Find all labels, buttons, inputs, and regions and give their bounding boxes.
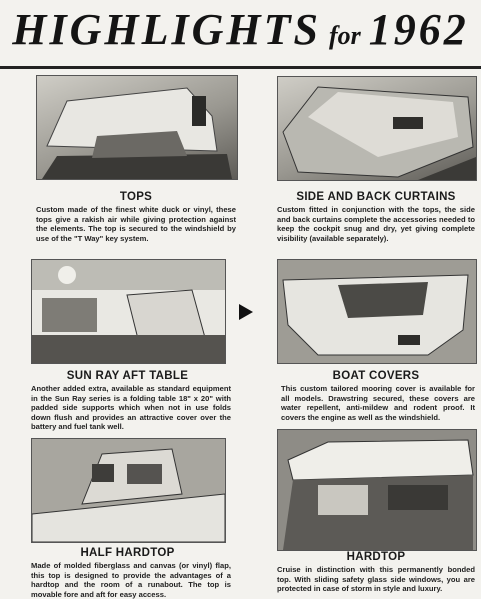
photo-boat-covers [277, 259, 477, 364]
title-for: for [328, 21, 361, 50]
text-aft-table: Another added extra, available as standard equipment in the Sun Ray series is a folding table 18" x 20" with padded side supports which when not in use folds down flush and provides an attractive cover over the battery and fuel tank well. [31, 384, 231, 432]
text-half-hardtop: Made of molded fiberglass and canvas (or vinyl) flap, this top is designed to provide the advantages of a hardtop and the room of a runabout. The top is movable fore and aft for easy access. [31, 561, 231, 599]
photo-tops [36, 75, 238, 180]
heading-hardtop: HARDTOP [346, 551, 406, 563]
text-tops: Custom made of the finest white duck or vinyl, these tops give a rakish air while giving protection against the elements. The top is secured to the windshield by use of the "T Way" key system. [36, 205, 236, 243]
heading-aft-table: SUN RAY AFT TABLE [66, 370, 189, 382]
title-highlights: HIGHLIGHTS [12, 5, 321, 54]
photo-hardtop [277, 429, 477, 551]
photo-aft-table [31, 259, 226, 364]
photo-half-hardtop [31, 438, 226, 543]
photo-side-curtains [277, 76, 477, 181]
heading-boat-covers: BOAT COVERS [332, 370, 420, 382]
page-title [0, 4, 481, 64]
title-year: 1962 [368, 5, 469, 54]
heading-tops: TOPS [119, 191, 153, 203]
text-side-curtains: Custom fitted in conjunction with the tops, the side and back curtains complete the accessories needed to keep the cockpit snug and dry, yet giving complete visibility (available separately). [277, 205, 475, 243]
arrow-icon [239, 304, 253, 320]
text-boat-covers: This custom tailored mooring cover is available for all models. Drawstring secured, these covers are water repellent, anti-mildew and rodent proof. It covers the engine as well as the windshield. [281, 384, 475, 422]
heading-half-hardtop: HALF HARDTOP [80, 547, 175, 559]
title-rule [0, 66, 481, 69]
text-hardtop: Cruise in distinction with this permanently bonded top. With sliding safety glass side windows, you are protected in case of storm in style and luxury. [277, 565, 475, 594]
heading-side-curtains: SIDE AND BACK CURTAINS [296, 191, 456, 203]
